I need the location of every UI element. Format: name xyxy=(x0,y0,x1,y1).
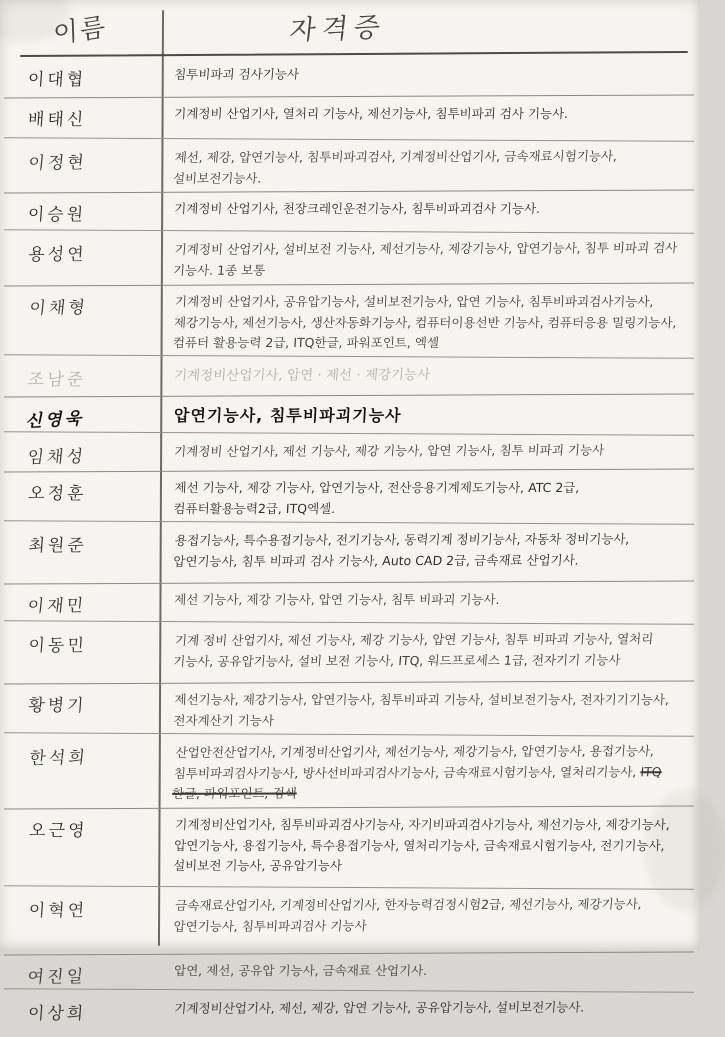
cert-cell: 기계정비 산업기사, 설비보전 기능사, 제선기능사, 제강기능사, 압연기능사, 침투 비파괴 검사 기능사. 1종 보통 xyxy=(172,240,678,278)
name-column-header: 이름 xyxy=(52,12,108,50)
table-row xyxy=(0,683,700,735)
name-cell: 최원준 xyxy=(27,536,88,557)
table-row xyxy=(0,396,700,433)
strikethrough-text: ITQ 한글, 파워포인트, 검색 xyxy=(171,764,663,802)
name-cell: 여진일 xyxy=(26,967,87,989)
cert-cell: 금속재료산업기사, 기계정비산업기사, 한자능력검정시험2급, 제선기능사, 제강기능사, 압연기능사, 침투비파괴검사 기능사 xyxy=(172,896,643,934)
cert-cell: 기계정비산업기사, 제선, 제강, 압연 기능사, 공유압기능사, 설비보전기능사. xyxy=(173,999,586,1017)
cert-cell: 기계정비 산업기사, 제선 기능사, 제강 기능사, 압연 기능사, 침투 비파괴 기능사 xyxy=(173,442,605,459)
name-cell: 이대협 xyxy=(27,70,87,90)
name-cell: 임채성 xyxy=(26,446,87,468)
table-row xyxy=(0,735,700,808)
table-row xyxy=(0,623,700,683)
name-cell: 신영욱 xyxy=(24,409,88,433)
name-cell: 이채형 xyxy=(28,297,89,319)
table-row xyxy=(0,434,700,471)
table-row xyxy=(0,357,700,396)
table-row xyxy=(0,471,700,523)
name-cell: 이상희 xyxy=(27,1004,87,1025)
table-row xyxy=(0,583,700,623)
table-row xyxy=(0,232,700,284)
cert-cell: 기계정비산업기사, 압연 · 제선 · 제강기능사 xyxy=(173,367,431,385)
cert-column-header: 자격증 xyxy=(288,11,388,47)
table-row xyxy=(0,140,700,192)
name-cell: 이동민 xyxy=(27,636,88,657)
table-row xyxy=(0,808,700,888)
name-cell: 이승원 xyxy=(27,205,87,226)
cert-cell: 제선 기능사, 제강 기능사, 압연기능사, 전산응용기계제도기능사, ATC 2급, 컴퓨터활용능력2급, ITQ엑셀. xyxy=(173,479,580,516)
name-cell: 배태신 xyxy=(27,110,87,130)
cert-cell: 기계 정비 산업기사, 제선 기능사, 제강 기능사, 압연 기능사, 침투 비파괴 기능사, 열처리 기능사, 공유압기능사, 설비 보전 기능사, ITQ, 워드프로세스 1급, 전자기기 기능사 xyxy=(172,631,654,669)
name-cell: 이재민 xyxy=(26,595,88,617)
cert-cell: 제선기능사, 제강기능사, 압연기능사, 침투비파괴 기능사, 설비보전기능사, 전자기기기능사, 전자계산기 기능사 xyxy=(173,692,670,728)
table-row xyxy=(0,523,700,583)
name-cell: 용성연 xyxy=(27,245,88,266)
roster-table xyxy=(0,57,700,1035)
cert-cell: 제선 기능사, 제강 기능사, 압연 기능사, 침투 비파괴 기능사. xyxy=(173,592,500,608)
cert-cell: 기계정비 산업기사, 공유압기능사, 설비보전기능사, 압연 기능사, 침투비파괴검사기능사, 제강기능사, 제선기능사, 생산자동화기능사, 컴퓨터이용선반 기능사, 컴퓨터응용 밀링기능사, 컴퓨터 활용능력 2급, ITQ한글, 파워포인트, 엑셀 xyxy=(172,293,677,350)
name-cell: 오근영 xyxy=(28,821,89,842)
table-row xyxy=(0,192,700,232)
cert-cell: 용접기능사, 특수용접기능사, 전기기능사, 동력기계 정비기능사, 자동차 정비기능사, 압연기능사, 침투 비파괴 검사 기능사, Auto CAD 2급, 금속재료 산업기사. xyxy=(172,531,631,569)
name-cell: 황병기 xyxy=(27,696,88,717)
name-cell: 한석희 xyxy=(28,748,89,770)
table-row xyxy=(0,954,700,991)
table-row xyxy=(0,991,700,1035)
table-row xyxy=(0,285,700,358)
name-cell: 이정현 xyxy=(27,152,88,174)
cert-cell: 침투비파괴 검사기능사 xyxy=(173,66,300,82)
cert-cell: 산업안전산업기사, 기계정비산업기사, 제선기능사, 제강기능사, 압연기능사, 용접기능사, 침투비파괴검사기능사, 방사선비파괴검사기능사, 금속재료시험기능사, 열처리기능사, ITQ 한글, 파워포인트, 검색 xyxy=(171,743,663,802)
table-row xyxy=(0,57,700,97)
name-cell: 오정훈 xyxy=(27,483,88,504)
cert-cell: 제선, 제강, 압연기능사, 침투비파괴검사, 기계정비산업기사, 금속재료시험기능사, 설비보전기능사. xyxy=(172,148,618,186)
table-header xyxy=(0,0,700,57)
table-row xyxy=(0,97,700,140)
cert-cell: 압연기능사, 침투비파괴기능사 xyxy=(173,406,403,426)
cert-cell: 기계정비산업기사, 침투비파괴검사기능사, 자기비파괴검사기능사, 제선기능사, 제강기능사, 압연기능사, 용접기능사, 특수용접기능사, 열처리기능사, 금속재료시험기능사, 전기기능사, 설비보전 기능사, 공유압기능사 xyxy=(172,817,671,874)
table-row xyxy=(0,888,700,954)
name-cell: 이혁연 xyxy=(28,901,88,922)
cert-cell: 기계정비 산업기사, 열처리 기능사, 제선기능사, 침투비파괴 검사 기능사. xyxy=(173,106,569,121)
cert-cell: 압연, 제선, 공유압 기능사, 금속재료 산업기사. xyxy=(173,963,428,979)
cert-cell: 기계정비 산업기사, 천장크레인운전기능사, 침투비파괴검사 기능사. xyxy=(173,201,541,217)
name-cell: 조남준 xyxy=(27,370,87,391)
